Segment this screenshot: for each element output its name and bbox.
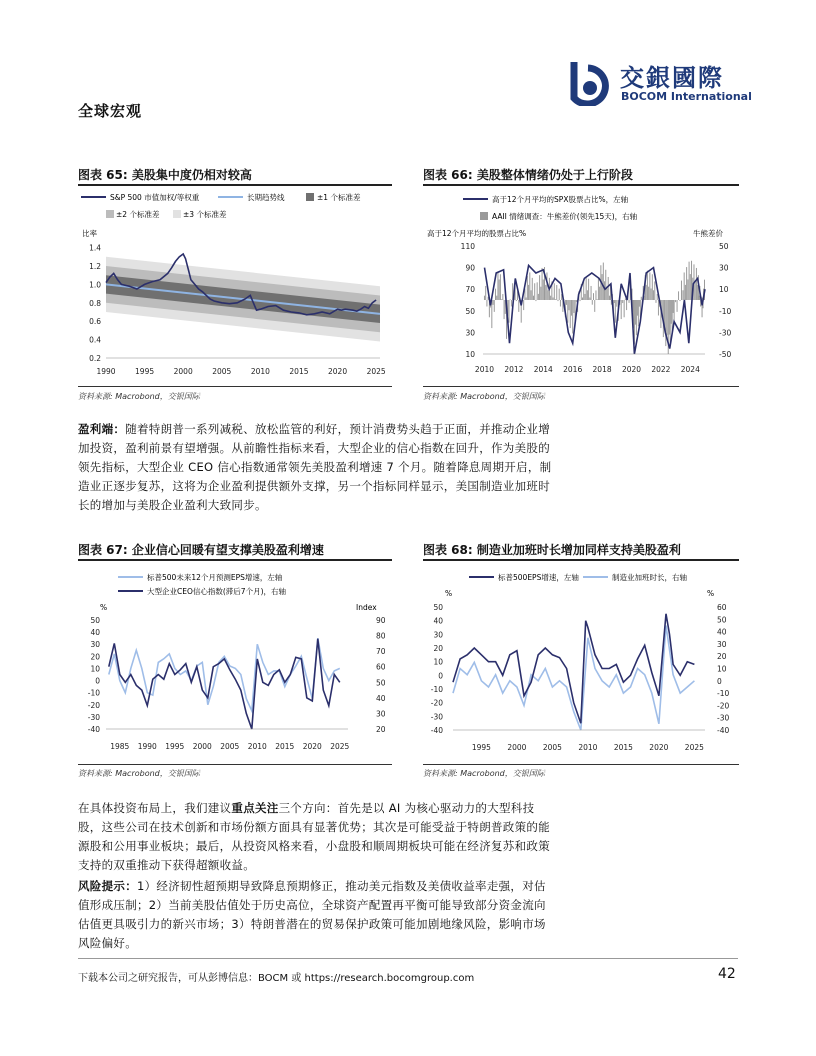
c68-x-tick: 1995 [471, 743, 491, 752]
c67-x-tick: 1985 [110, 742, 130, 751]
c65-x-tick: 1990 [96, 367, 116, 376]
c65-x-tick: 2020 [328, 367, 348, 376]
chart-65-top-rule [78, 184, 392, 186]
c68-yl-tick: -20 [430, 698, 443, 708]
chart-68 [423, 563, 739, 761]
c67-yr-tick: 40 [376, 693, 386, 703]
c66-x-tick: 2020 [621, 365, 642, 374]
c66-yr-tick: 50 [719, 242, 729, 251]
c67-x-tick: 2025 [330, 742, 350, 751]
c65-legend-3: ±2 个标准差 [116, 210, 160, 219]
c68-yl-tick: -30 [430, 712, 443, 722]
c67-x-tick: 2005 [220, 742, 240, 751]
c67-yl-tick: 30 [90, 640, 100, 650]
investment-text-a: 在具体投资布局上，我们建议 [78, 801, 232, 815]
c67-yr-tick: 50 [376, 678, 386, 688]
c66-yr-tick: -50 [719, 350, 732, 359]
c68-yr-tick: -40 [717, 726, 730, 735]
c68-yr-tick: 50 [717, 615, 727, 625]
c67-yl-tick: 0 [95, 676, 100, 686]
c65-y-tick: 1.4 [89, 243, 101, 253]
c65-y-tick: 1.0 [89, 280, 101, 290]
c66-legend-1: AAII 情绪调查：牛熊差价(领先15天)，右轴 [492, 212, 638, 221]
c68-yr-tick: 30 [717, 639, 727, 649]
c65-x-tick: 2015 [289, 367, 309, 376]
c66-x-tick: 2024 [680, 365, 700, 374]
chart-65-bottom-rule [78, 386, 392, 387]
chart-67-source: 资料来源: Macrobond，交银国际 [78, 769, 200, 778]
c67-yl-tick: -10 [87, 688, 100, 698]
c68-yr-tick: 0 [717, 676, 722, 686]
c67-yr-tick: 60 [376, 662, 386, 672]
chart-66 [423, 188, 739, 384]
c68-yr-tick: 40 [717, 627, 727, 637]
c65-x-tick: 2005 [212, 367, 232, 376]
c67-yl-tick: 50 [90, 616, 100, 625]
c68-legend-0: 标普500EPS增速，左轴 [498, 573, 579, 582]
c66-yl-tick: 10 [465, 350, 475, 359]
chart-68-top-rule [423, 559, 739, 561]
c67-eps-line [109, 638, 340, 711]
c68-yl-tick: -10 [430, 685, 443, 694]
c67-yr-tick: 90 [376, 616, 386, 625]
profit-paragraph [78, 420, 556, 515]
c68-yr-tick: 20 [717, 652, 727, 662]
logo-english-text: BOCOM International [621, 90, 752, 103]
chart-67-title: 图表 67: 企业信心回暖有望支撑美股盈利增速 [78, 543, 324, 557]
c67-yl-tick: -30 [87, 712, 100, 722]
chart-68-source: 资料来源: Macrobond，交银国际 [423, 769, 545, 778]
c67-x-tick: 2020 [302, 742, 322, 751]
c68-x-tick: 2025 [684, 743, 704, 752]
chart-66-title: 图表 66: 美股整体情绪仍处于上行阶段 [423, 168, 633, 182]
c66-x-tick: 2022 [651, 365, 671, 374]
c65-legend-1: 长期趋势线 [247, 193, 285, 202]
c65-ylabel: 比率 [82, 229, 97, 238]
c66-yr-tick: 10 [719, 285, 729, 295]
c66-yl-tick: 30 [465, 328, 475, 338]
risk-text: 1）经济韧性超预期导致降息预期修正，推动美元指数及美债收益率走强，对估值形成压制；2）当前美股估值处于历史高位，全球资产配置再平衡可能导致部分资金流向估值更具吸引力的新兴市场；3）特朗普潜在的贸易保护政策可能加剧地缘风险，影响市场风险偏好。 [78, 879, 546, 950]
c66-x-tick: 2016 [563, 365, 583, 374]
c65-legend-4: ±3 个标准差 [183, 210, 227, 219]
c65-y-tick: 0.4 [89, 335, 101, 345]
c65-y-tick: 0.2 [89, 354, 101, 363]
c68-x-tick: 2005 [542, 743, 562, 752]
section-title: 全球宏观 [78, 102, 143, 120]
chart-65-title: 图表 65: 美股集中度仍相对较高 [78, 168, 252, 182]
c67-ylabel-right: Index [356, 603, 377, 612]
chart-67-top-rule [78, 559, 392, 561]
footer-rule [78, 958, 738, 959]
chart-67-bottom-rule [78, 764, 392, 765]
c67-x-tick: 2010 [247, 742, 267, 751]
c67-x-tick: 2015 [275, 742, 295, 751]
c68-x-tick: 2000 [507, 743, 527, 752]
c66-yl-tick: 90 [465, 263, 475, 273]
c66-ylabel-left: 高于12个月平均的股票占比% [427, 229, 527, 238]
c65-y-tick: 0.8 [89, 298, 101, 308]
c66-yl-tick: 110 [460, 242, 475, 251]
c66-legend-0: 高于12个月平均的SPX股票占比%，左轴 [492, 195, 629, 204]
c65-x-tick: 1995 [135, 367, 155, 376]
c66-yr-tick: -10 [719, 306, 732, 316]
c65-y-tick: 1.2 [89, 262, 101, 271]
c68-yl-tick: 0 [438, 671, 443, 681]
c65-y-tick: 0.6 [89, 317, 101, 327]
c68-yr-tick: 10 [717, 664, 727, 674]
c65-legend-2: ±1 个标准差 [317, 193, 361, 202]
c67-yr-tick: 30 [376, 709, 386, 719]
c68-yl-tick: 50 [433, 603, 443, 612]
investment-paragraph [78, 799, 556, 875]
c68-x-tick: 2010 [578, 743, 598, 752]
c67-x-tick: 1995 [165, 742, 185, 751]
c68-yl-tick: 10 [433, 657, 443, 667]
page-number: 42 [718, 966, 736, 982]
risk-label: 风险提示： [78, 879, 137, 893]
c65-x-tick: 2000 [173, 367, 193, 376]
c68-legend-1: 制造业加班时长，右轴 [612, 573, 687, 582]
c67-yr-tick: 20 [376, 725, 386, 734]
c67-ylabel-left: % [100, 603, 108, 612]
chart-66-bottom-rule [423, 386, 739, 387]
c67-legend-0: 标普500未来12个月预测EPS增速，左轴 [147, 573, 283, 582]
c68-yl-tick: -40 [430, 726, 443, 735]
footer-text: 下载本公司之研究报告，可从彭博信息：BOCM 或 https://research.bocomgroup.com [78, 973, 475, 984]
c65-x-tick: 2010 [250, 367, 270, 376]
c66-yl-tick: 70 [465, 285, 475, 295]
c68-x-tick: 2015 [613, 743, 633, 752]
c68-ylabel-left: % [445, 589, 453, 598]
c66-yr-tick: 30 [719, 263, 729, 273]
c66-x-tick: 2018 [592, 365, 612, 374]
c65-legend-0: S&P 500 市值加权/等权重 [110, 193, 200, 202]
c68-yl-tick: 20 [433, 644, 443, 653]
investment-bold: 重点关注 [231, 801, 279, 815]
chart-65 [78, 188, 392, 384]
c66-yr-tick: -30 [719, 328, 732, 338]
profit-text: 随着特朗普一系列减税、放松监管的利好，预计消费势头趋于正面，并推动企业增加投资，盈利前景有望增强。从前瞻性指标来看，大型企业的信心指数在回升，作为美股的领先指标，大型企业 CEO 信心指数通常领先美股盈利增速 7 个月。随着降息周期开启，制造业正逐步复苏，这将为企业盈利提供额外支撑，另一个指标同样显示，美国制造业加班时长的增加与美股企业盈利大致同步。 [78, 422, 552, 512]
c67-yr-tick: 70 [376, 647, 386, 657]
c68-ylabel-right: % [707, 589, 715, 598]
chart-67 [78, 563, 392, 761]
c68-yr-tick: -10 [717, 689, 730, 699]
chart-66-top-rule [423, 184, 739, 186]
c67-yr-tick: 80 [376, 631, 386, 641]
bocom-logo-icon [568, 58, 610, 106]
profit-label: 盈利端： [78, 422, 126, 436]
c67-x-tick: 2000 [192, 742, 212, 751]
risk-paragraph [78, 877, 556, 953]
investment-text-b: 三个方向：首先是以 AI 为核心驱动力的大型科技股，这些公司在技术创新和市场份额方面具有显著优势；其次是可能受益于特朗普政策的能源股和公用事业板块；最后，从投资风格来看，小盘股和顺周期板块可能在经济复苏和政策支持的双重推动下获得超额收益。 [78, 801, 550, 872]
c67-ceo-line [109, 639, 340, 729]
c67-yl-tick: -20 [87, 700, 100, 710]
c68-yr-tick: -30 [717, 713, 730, 723]
c68-yl-tick: 30 [433, 630, 443, 640]
c68-eps-line [453, 614, 694, 723]
chart-65-source: 资料来源: Macrobond，交银国际 [78, 392, 200, 401]
c67-yl-tick: 40 [90, 628, 100, 638]
c67-yl-tick: 10 [90, 664, 100, 674]
logo-chinese-text: 交銀國際 [620, 64, 724, 92]
c68-yl-tick: 40 [433, 616, 443, 626]
c67-yl-tick: -40 [87, 725, 100, 734]
c68-overtime-line [453, 626, 694, 731]
c67-legend-1: 大型企业CEO信心指数(滞后7个月)，右轴 [147, 587, 287, 596]
chart-68-bottom-rule [423, 764, 739, 765]
c68-yr-tick: 60 [717, 603, 727, 612]
c68-yr-tick: -20 [717, 701, 730, 711]
c65-x-tick: 2025 [366, 367, 386, 376]
c66-x-tick: 2012 [504, 365, 524, 374]
chart-66-source: 资料来源: Macrobond，交银国际 [423, 392, 545, 401]
chart-68-title: 图表 68: 制造业加班时长增加同样支持美股盈利 [423, 543, 681, 557]
c66-x-tick: 2010 [474, 365, 495, 374]
c66-yl-tick: 50 [465, 306, 475, 316]
c68-x-tick: 2020 [649, 743, 669, 752]
c66-ylabel-right: 牛熊差价 [693, 229, 723, 238]
c67-yl-tick: 20 [90, 652, 100, 662]
c66-x-tick: 2014 [533, 365, 553, 374]
c67-x-tick: 1990 [137, 742, 157, 751]
